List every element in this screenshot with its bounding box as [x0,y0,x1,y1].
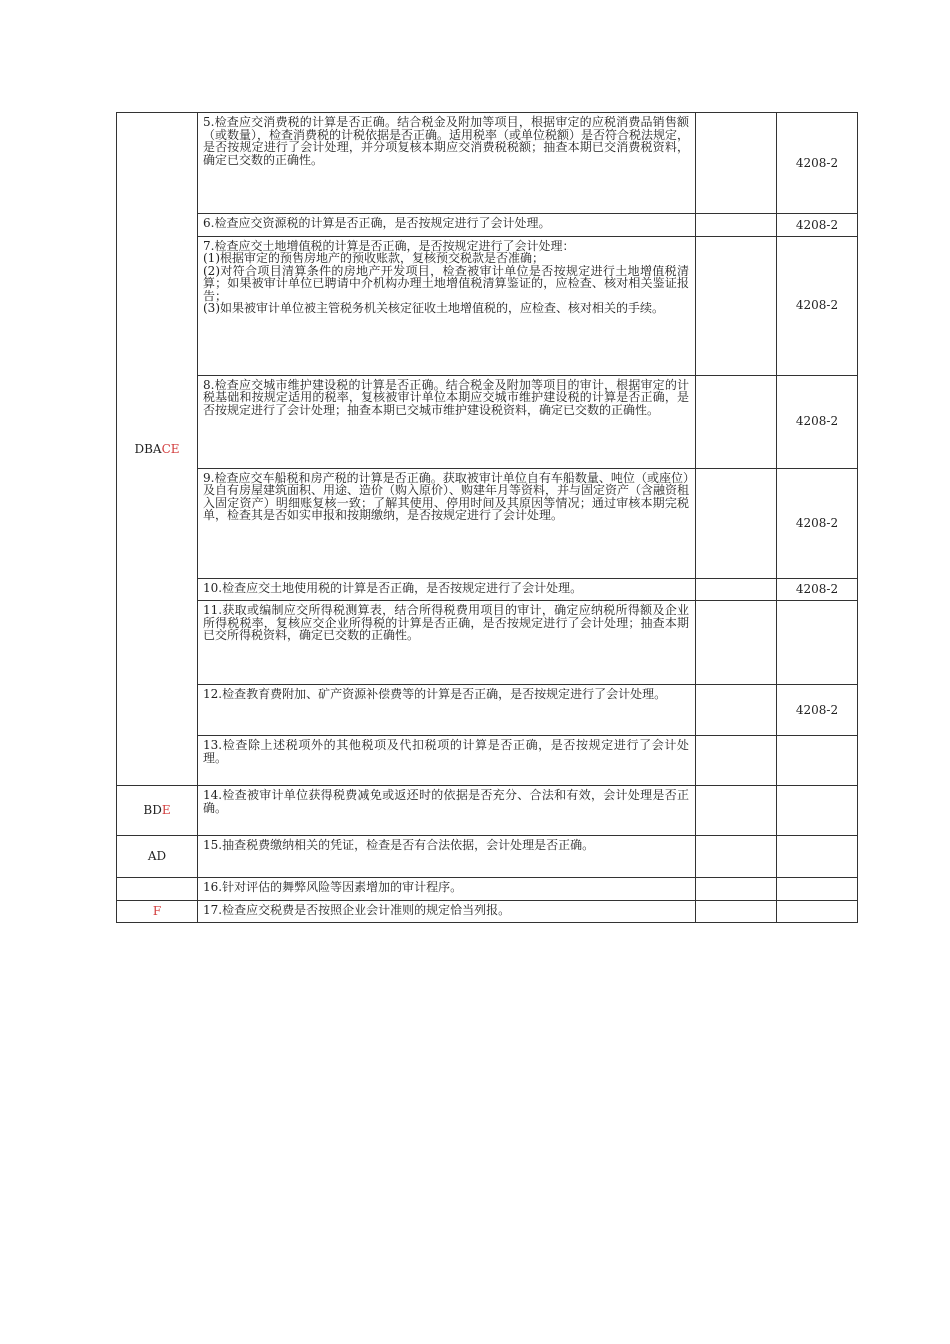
procedure-line: (3)如果被审计单位被主管税务机关核定征收土地增值税的，应检查、核对相关的手续。 [203,301,665,315]
procedure-text: 9.检查应交车船税和房产税的计算是否正确。获取被审计单位自有车船数量、吨位（或座位）及自有房屋建筑面积、用途、造价（购入原价）、购建年月等资料，并与固定资产（含融资租入固定资产）明细账复核一致；了解其使用、停用时间及其原因等情况；通过审核本期完税单，检查其是否如实申报和按期缴纳，是否按规定进行了会计处理。 [198,468,696,578]
workpaper-ref [777,736,858,786]
table-row [117,468,858,578]
workpaper-ref [777,836,858,878]
execution-cell [696,836,777,878]
procedure-line: (1)根据审定的预售房地产的预收账款，复核预交税款是否准确； [203,251,545,265]
execution-cell [696,236,777,375]
workpaper-ref: 4208-2 [777,113,858,214]
workpaper-ref: 4208-2 [777,468,858,578]
procedure-line: 7.检查应交土地增值税的计算是否正确，是否按规定进行了会计处理： [203,238,575,253]
procedure-text: 13.检查除上述税项外的其他税项及代扣税项的计算是否正确，是否按规定进行了会计处理。 [198,736,696,786]
execution-cell [696,214,777,237]
procedure-text: 15.抽查税费缴纳相关的凭证，检查是否有合法依据，会计处理是否正确。 [198,836,696,878]
workpaper-ref [777,601,858,685]
execution-cell [696,375,777,468]
assertion-code-highlight: CE [161,441,180,456]
execution-cell [696,601,777,685]
assertion-code: BD [143,803,162,818]
assertion-code-highlight: F [152,904,162,918]
assertion-code: AD [147,849,167,864]
procedure-text [198,236,696,375]
table-row [117,236,858,375]
assertion-cell [117,836,198,878]
assertion-cell [117,786,198,836]
table-row [117,736,858,786]
execution-cell [696,878,777,901]
assertion-code-highlight: E [161,803,171,818]
table-row [117,601,858,685]
assertion-code: DBA [134,441,162,456]
audit-procedures-table [116,112,858,923]
procedure-text: 8.检查应交城市维护建设税的计算是否正确。结合税金及附加等项目的审计，根据审定的计税基础和按规定适用的税率，复核被审计单位本期应交城市维护建设税的计算是否正确，是否按规定进行了会计处理；抽查本期已交城市维护建设税资料，确定已交数的正确性。 [198,375,696,468]
procedure-text: 16.针对评估的舞弊风险等因素增加的审计程序。 [198,878,696,901]
assertion-cell [117,878,198,901]
execution-cell [696,113,777,214]
workpaper-ref: 4208-2 [777,375,858,468]
table-row [117,786,858,836]
procedure-text: 11.获取或编制应交所得税测算表，结合所得税费用项目的审计，确定应纳税所得额及企业所得税税率，复核应交企业所得税的计算是否正确，是否按规定进行了会计处理；抽查本期已交所得税资料，确定已交数的正确性。 [198,601,696,685]
workpaper-ref [777,786,858,836]
workpaper-ref [777,900,858,923]
workpaper-ref: 4208-2 [777,236,858,375]
procedure-text: 14.检查被审计单位获得税费减免或返还时的依据是否充分、合法和有效，会计处理是否正确。 [198,786,696,836]
table-row [117,878,858,901]
table-row [117,578,858,601]
table-row [117,685,858,736]
table-row [117,836,858,878]
table-row [117,214,858,237]
procedure-text: 5.检查应交消费税的计算是否正确。结合税金及附加等项目，根据审定的应税消费品销售额（或数量），检查消费税的计税依据是否正确。适用税率（或单位税额）是否符合税法规定，是否按规定进行了会计处理，并分项复核本期应交消费税税额；抽查本期已交消费税资料，确定已交数的正确性。 [198,113,696,214]
table-row [117,900,858,923]
procedure-text: 6.检查应交资源税的计算是否正确，是否按规定进行了会计处理。 [198,214,696,237]
execution-cell [696,468,777,578]
procedure-text: 12.检查教育费附加、矿产资源补偿费等的计算是否正确，是否按规定进行了会计处理。 [198,685,696,736]
workpaper-ref: 4208-2 [777,578,858,601]
procedure-text: 10.检查应交土地使用税的计算是否正确，是否按规定进行了会计处理。 [198,578,696,601]
table-row [117,113,858,214]
workpaper-ref: 4208-2 [777,214,858,237]
workpaper-ref [777,878,858,901]
execution-cell [696,786,777,836]
execution-cell [696,685,777,736]
execution-cell [696,736,777,786]
procedure-line: (2)对符合项目清算条件的房地产开发项目，检查被审计单位是否按规定进行土地增值税清算；如果被审计单位已聘请中介机构办理土地增值税清算鉴证的，应检查、核对相关鉴证报告； [203,263,689,303]
assertion-cell [117,113,198,786]
procedure-text: 17.检查应交税费是否按照企业会计准则的规定恰当列报。 [198,900,696,923]
table-row [117,375,858,468]
assertion-cell [117,900,198,923]
execution-cell [696,900,777,923]
execution-cell [696,578,777,601]
workpaper-ref: 4208-2 [777,685,858,736]
